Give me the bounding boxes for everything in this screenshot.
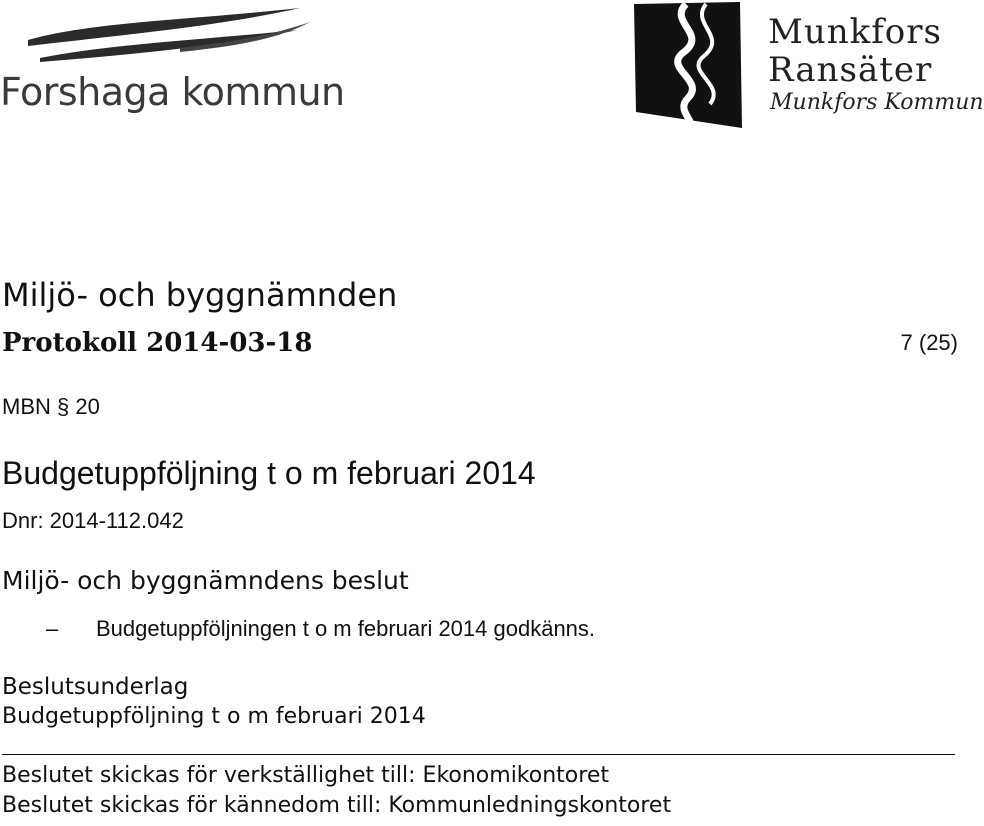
divider <box>2 754 955 755</box>
page-number: 7 (25) <box>900 330 958 355</box>
diary-number: Dnr: 2014-112.042 <box>2 508 184 533</box>
matter-heading: Budgetuppföljning t o m februari 2014 <box>2 455 536 491</box>
river-crest-icon <box>628 0 748 130</box>
sent-for-information: Beslutet skickas för kännedom till: Kommunledningskontoret <box>2 793 672 818</box>
swoosh-lines-icon <box>0 0 330 70</box>
decision-heading: Miljö- och byggnämndens beslut <box>2 566 409 595</box>
decision-bullet: – <box>46 616 59 641</box>
sent-for-execution: Beslutet skickas för verkställighet till: Ekonomikontoret <box>2 763 609 788</box>
forshaga-wordmark: Forshaga kommun <box>0 70 345 114</box>
committee-title: Miljö- och byggnämnden <box>2 276 398 314</box>
ransater-name: Ransäter <box>768 50 933 90</box>
decision-item: Budgetuppföljningen t o m februari 2014 godkänns. <box>96 616 596 641</box>
basis-heading: Beslutsunderlag <box>2 674 189 700</box>
section-id: MBN § 20 <box>2 394 100 419</box>
munkfors-logo <box>628 0 984 132</box>
forshaga-logo <box>0 0 345 120</box>
basis-item: Budgetuppföljning t o m februari 2014 <box>2 704 426 729</box>
munkfors-kommun-name: Munkfors Kommun <box>770 90 984 115</box>
protocol-date: Protokoll 2014-03-18 <box>2 328 313 358</box>
munkfors-name: Munkfors <box>768 12 942 52</box>
